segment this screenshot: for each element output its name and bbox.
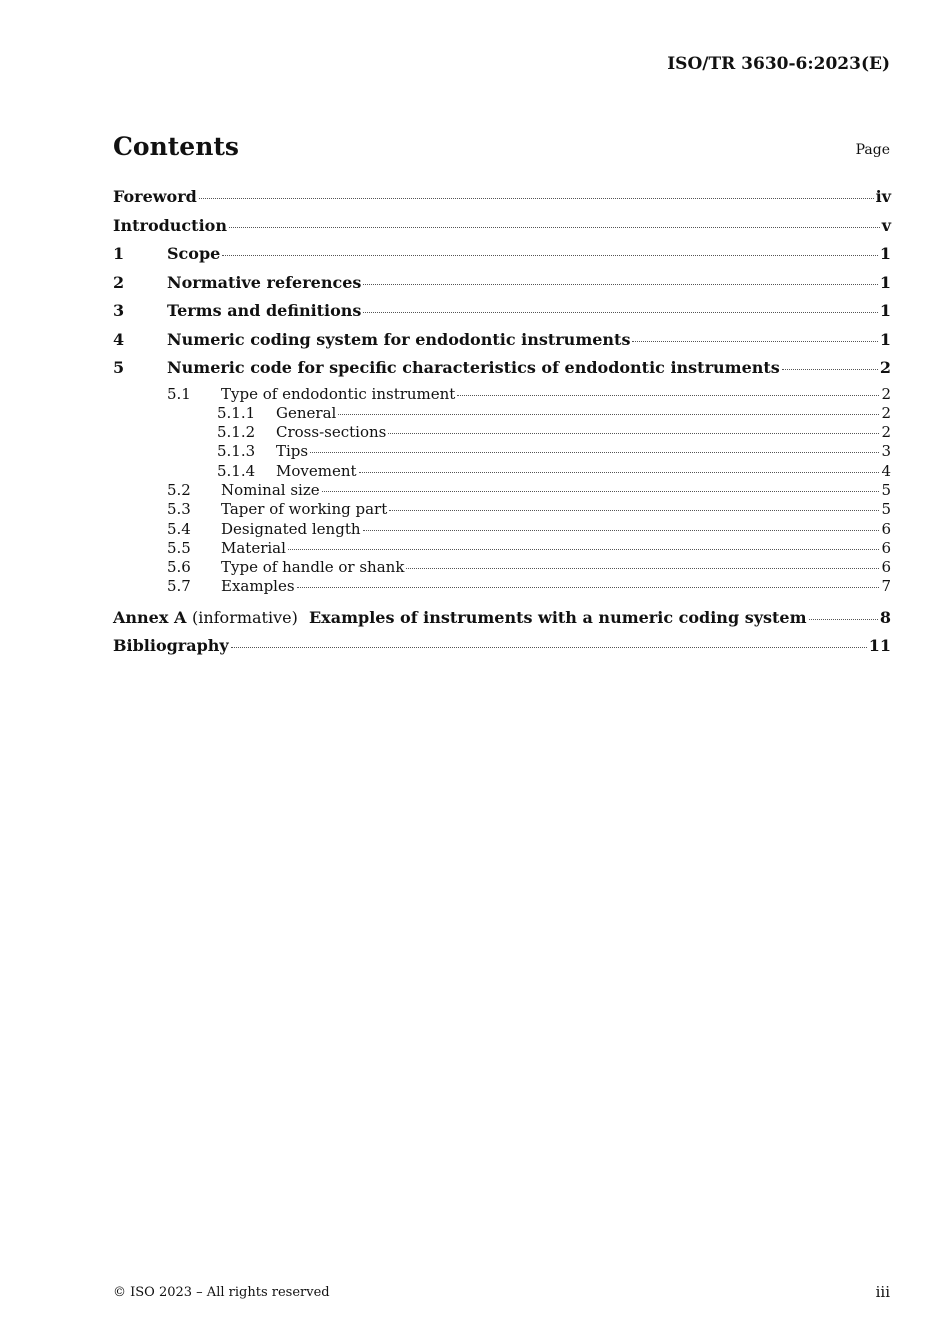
toc-entry[interactable] [113, 481, 891, 500]
toc-entry-number: 2 [113, 272, 125, 292]
toc-entry-title: Numeric code for specific characteristics of endodontic instruments [167, 358, 780, 377]
toc-entry-title: Nominal size [221, 480, 320, 499]
spacer [113, 597, 891, 606]
toc-entry-number: 5.1 [167, 384, 191, 403]
toc-entry-page: 1 [879, 272, 891, 292]
toc-entries [113, 185, 891, 606]
toc-entry[interactable] [113, 404, 891, 423]
toc-entry-page: 3 [881, 442, 891, 461]
page-column-label: Page [855, 142, 890, 158]
toc-entry-page: 2 [881, 384, 891, 403]
annex-label: Annex A [113, 607, 187, 627]
toc-entry-page: 2 [881, 403, 891, 422]
toc-entry[interactable] [113, 214, 891, 243]
bibliography-page: 11 [868, 636, 891, 656]
toc-entry-title: Normative references [167, 272, 362, 292]
toc-entry-title: Scope [167, 244, 221, 263]
toc-entry-page: 5 [881, 480, 891, 499]
toc-entry-page: 1 [879, 329, 891, 349]
toc-entry-title: Material [221, 538, 286, 557]
toc-entry[interactable] [113, 577, 891, 596]
dot-leader [288, 548, 880, 550]
toc-entry[interactable] [113, 500, 891, 519]
dot-leader [199, 197, 874, 199]
toc-entry[interactable] [113, 442, 891, 461]
toc-entry-title: Taper of working part [221, 500, 388, 519]
toc-entry-annex-a[interactable] [113, 606, 891, 635]
toc-entry-page: 6 [881, 538, 891, 557]
document-id: ISO/TR 3630-6:2023(E) [667, 54, 890, 74]
toc-entry-page: iv [875, 187, 891, 206]
dot-leader [338, 413, 879, 415]
bibliography-title: Bibliography [113, 636, 229, 656]
dot-leader [457, 394, 879, 396]
toc-entry-title: Numeric coding system for endodontic instruments [167, 329, 631, 349]
copyright-notice: © ISO 2023 – All rights reserved [113, 1285, 330, 1300]
toc-entry[interactable] [113, 423, 891, 442]
dot-leader [229, 226, 880, 228]
toc-entry[interactable] [113, 356, 891, 385]
dot-leader [310, 451, 879, 453]
toc-entry-page: 1 [879, 301, 891, 320]
dot-leader [363, 311, 877, 313]
toc-entry-number: 5.1.4 [217, 461, 256, 480]
toc-entry-title: Examples [221, 577, 295, 596]
toc-entry[interactable] [113, 242, 891, 271]
dot-leader [389, 509, 879, 511]
toc-entry-page: 5 [881, 500, 891, 519]
toc-entry[interactable] [113, 520, 891, 539]
toc-entry-number: 5.6 [167, 558, 191, 577]
toc-entry-title: Type of endodontic instrument [221, 384, 456, 403]
toc-entry-title: Movement [276, 461, 357, 480]
toc-entry-bibliography[interactable] [113, 634, 891, 663]
toc-entry[interactable] [113, 299, 891, 328]
toc-entry-page: 1 [879, 244, 891, 263]
annex-title: Examples of instruments with a numeric coding system [308, 607, 807, 627]
toc-entry-title: General [276, 403, 337, 422]
toc-entry-number: 5.1.3 [217, 442, 256, 461]
page-number: iii [875, 1283, 890, 1301]
toc-entry-number: 5.5 [167, 538, 191, 557]
toc-entry[interactable] [113, 185, 891, 214]
toc-entry[interactable] [113, 328, 891, 357]
toc-entry-page: v [881, 215, 891, 235]
dot-leader [363, 529, 880, 531]
dot-leader [363, 283, 877, 285]
contents-heading: Contents [113, 132, 240, 161]
toc-entry-title: Foreword [113, 187, 197, 206]
toc-entry-title: Introduction [113, 215, 227, 235]
toc-entry-page: 2 [879, 358, 891, 377]
toc-entry[interactable] [113, 558, 891, 577]
dot-leader [222, 254, 878, 256]
dot-leader [231, 646, 867, 648]
dot-leader [322, 490, 880, 492]
toc-entry[interactable] [113, 385, 891, 404]
dot-leader [297, 586, 880, 588]
toc-entry-title: Tips [276, 442, 309, 461]
annex-kind: (informative) [191, 607, 298, 627]
dot-leader [782, 368, 878, 370]
toc-entry-number: 1 [113, 244, 125, 263]
toc-entry-page: 2 [881, 423, 891, 442]
toc-entry-title: Terms and definitions [167, 301, 362, 320]
toc-entry[interactable] [113, 539, 891, 558]
dot-leader [388, 432, 879, 434]
toc-entry-number: 3 [113, 301, 125, 320]
toc-entry-title: Designated length [221, 519, 361, 538]
table-of-contents [113, 185, 891, 663]
toc-entry-page: 7 [881, 577, 891, 596]
toc-entry[interactable] [113, 271, 891, 300]
toc-entry-number: 5.1.1 [217, 403, 256, 422]
toc-entry-number: 5.4 [167, 519, 191, 538]
toc-entry-number: 5.2 [167, 480, 191, 499]
toc-entry-page: 6 [881, 558, 891, 577]
toc-entry-number: 5.7 [167, 577, 191, 596]
toc-entry-number: 4 [113, 329, 125, 349]
toc-entry-number: 5.3 [167, 500, 191, 519]
dot-leader [632, 340, 877, 342]
toc-entry-page: 4 [881, 461, 891, 480]
toc-entry-page: 6 [881, 519, 891, 538]
toc-entry-title: Type of handle or shank [221, 558, 405, 577]
annex-page: 8 [879, 607, 891, 627]
dot-leader [809, 618, 878, 620]
toc-entry-number: 5 [113, 358, 125, 377]
toc-entry-title: Cross-sections [276, 423, 387, 442]
toc-entry-number: 5.1.2 [217, 423, 256, 442]
toc-entry[interactable] [113, 462, 891, 481]
dot-leader [359, 471, 880, 473]
dot-leader [406, 567, 879, 569]
